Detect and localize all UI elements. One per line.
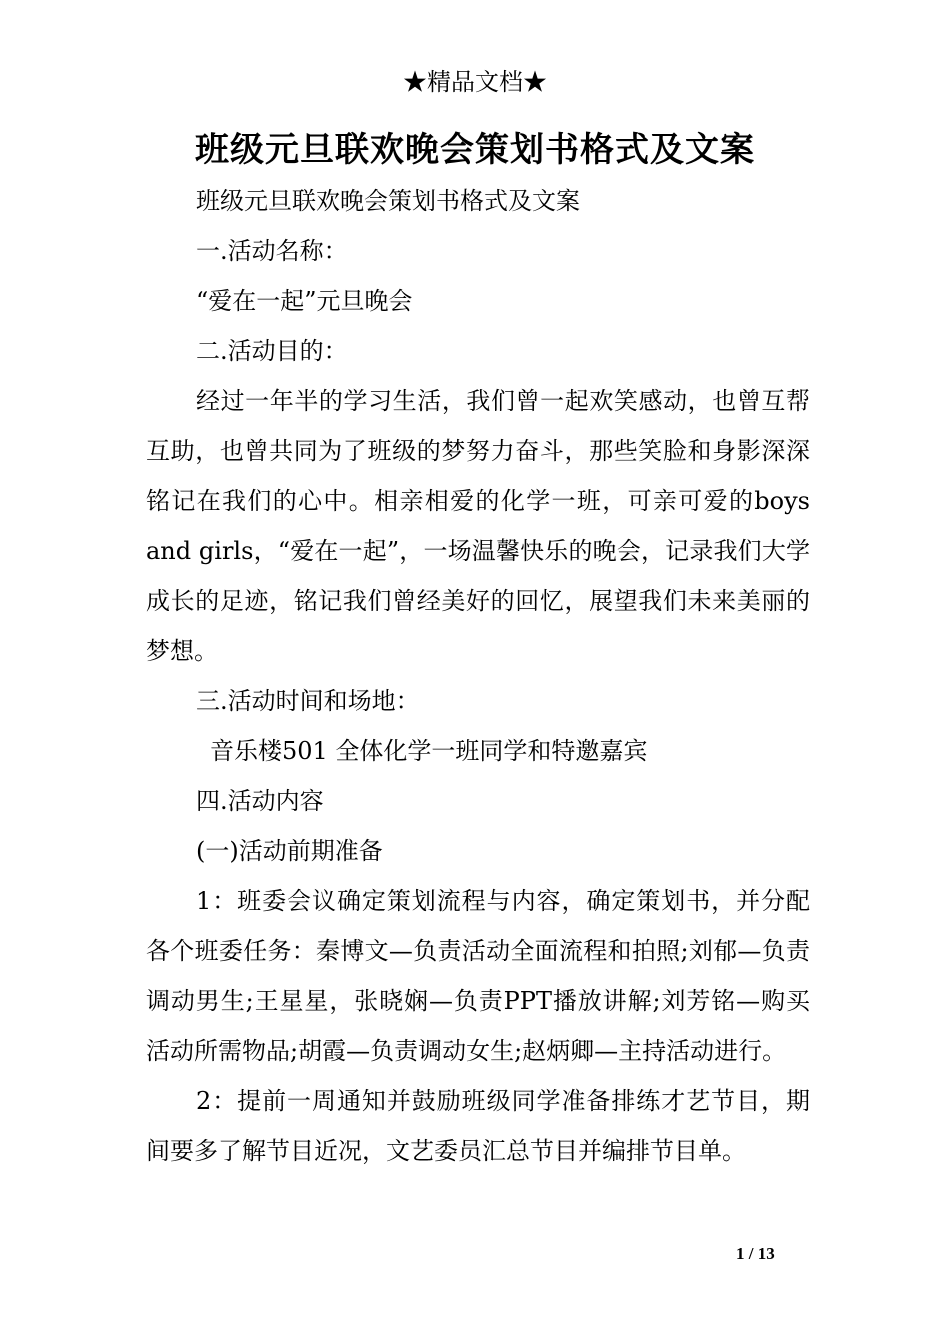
subtitle-paragraph: 班级元旦联欢晚会策划书格式及文案 <box>196 187 580 215</box>
venue-paragraph: 音乐楼501 全体化学一班同学和特邀嘉宾 <box>210 737 648 765</box>
activity-name-paragraph: “爱在一起”元旦晚会 <box>196 287 413 315</box>
section-heading-time-venue: 三.活动时间和场地： <box>196 687 420 715</box>
page-number: 1 / 13 <box>736 1244 775 1263</box>
subsection-heading-preparation: (一)活动前期准备 <box>196 837 383 865</box>
header-mark: ★精品文档★ <box>403 68 547 96</box>
preparation-step-1: 1：班委会议确定策划流程与内容，确定策划书，并分配各个班委任务：秦博文—负责活动全面流程和拍照;刘郁—负责调动男生;王星星，张晓娴—负责PPT播放讲解;刘芳铭—购买活动所需物品;胡霞—负责调动女生;赵炳卿—主持活动进行。 <box>146 887 810 1065</box>
document-body <box>146 176 810 1176</box>
section-heading-content: 四.活动内容 <box>196 787 324 815</box>
section-heading-purpose: 二.活动目的： <box>196 337 348 365</box>
purpose-paragraph: 经过一年半的学习生活，我们曾一起欢笑感动，也曾互帮互助，也曾共同为了班级的梦努力奋斗，那些笑脸和身影深深铭记在我们的心中。相亲相爱的化学一班，可亲可爱的boys and girls，“爱在一起”，一场温馨快乐的晚会，记录我们大学成长的足迹，铭记我们曾经美好的回忆，展望我们未来美丽的梦想。 <box>146 387 810 665</box>
document-title: 班级元旦联欢晚会策划书格式及文案 <box>195 130 755 170</box>
section-heading-name: 一.活动名称： <box>196 237 348 265</box>
preparation-step-2: 2：提前一周通知并鼓励班级同学准备排练才艺节目，期间要多了解节目近况，文艺委员汇总节目并编排节目单。 <box>146 1087 810 1165</box>
